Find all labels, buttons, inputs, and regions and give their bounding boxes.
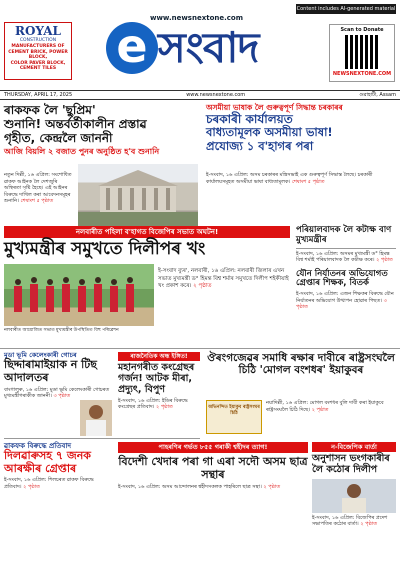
headline: মহানগৰীত কংগ্ৰেছৰ গৰ্জন! আটক মীৰা, প্ৰদ্যুৎ, বিপুণ [118, 362, 195, 395]
body-text: ই-সংবাদ, ১৬ এপ্ৰিল: অসমৰ মুখ্যমন্ত্ৰী ড° হিমন্ত বিশ্ব শৰ্মাই পৰিয়ালবাদক লৈ কটাক্ষ কৰে। [296, 250, 390, 264]
body-text: নয়াদিল্লী, ১৬ এপ্ৰিল: মোগল বংশধৰ বুলি দাবী কৰা ইয়াকুবে ৰাষ্ট্ৰসংঘলৈ চিঠি দিছে। [266, 400, 384, 413]
logo-mark: e [106, 22, 158, 74]
subheadline: আজি বিয়লি ২ বজাত পুনৰ অনুষ্ঠিত হ'ব শুনানি [4, 147, 160, 157]
kicker: ৱাকফক বিৰুদ্ধে প্ৰতিবাদ [4, 442, 72, 450]
headline-line: ৰাকফক লৈ 'ছুপ্ৰিম' [4, 103, 96, 117]
ad-subtitle: CONSTRUCTION [19, 38, 57, 43]
headline: ছিদ্দাৰামাইয়াক ন টিছ আদালতৰ [4, 358, 97, 385]
continued-link[interactable]: ২ পৃষ্ঠাত [311, 406, 329, 413]
story-dilip-discipline[interactable] [312, 442, 396, 528]
body-text: ই-সংবাদ, ১৬ এপ্ৰিল: শিলচৰত ৱাকফ বিৰুদ্ধে প্ৰতিবাদ। [4, 477, 94, 490]
dateline [0, 90, 400, 100]
ai-notice: Content includes AI-generated material [296, 6, 396, 12]
continued-link[interactable]: ২ পৃষ্ঠাত [360, 521, 378, 528]
dateline-place: গুৱাহাটী, Assam [359, 92, 396, 98]
story-siddaramaiah[interactable] [4, 352, 112, 400]
bihu-dance-photo [4, 264, 154, 326]
scan-label: Scan to Donate [340, 27, 384, 33]
continued-link[interactable]: ২ পৃষ্ঠাত [376, 257, 393, 264]
story-body [296, 291, 396, 311]
website-url[interactable]: www.newsnextone.com [150, 14, 244, 22]
continued-link[interactable]: ৩ পৃষ্ঠাত [296, 297, 387, 311]
right-column-headline[interactable]: পৰিয়ালবাদক লৈ কটাক্ষ বাণ মুখ্যমন্ত্ৰীৰ [296, 226, 396, 249]
story-body [296, 251, 396, 264]
story-body [206, 172, 396, 185]
issue-date: THURSDAY, APRIL 17, 2025 [4, 92, 73, 98]
headline-line: চৰকাৰী কাৰ্যালয়ত [206, 111, 293, 126]
donate-qr-box[interactable] [329, 24, 395, 82]
banner-headline[interactable]: মুখ্যমন্ত্ৰীৰ সমুখতে দিলীপৰ খং [4, 239, 206, 259]
headline: দিলৱাৰুসহ ৭ জনক আৰক্ষীৰ গ্ৰেপ্তাৰ [4, 449, 91, 475]
right-column-headline[interactable]: যৌন নিৰ্যাতনৰ অভিযোগত গ্ৰেপ্তাৰ শিক্ষক, বিতৰ্ক [296, 268, 388, 289]
dilip-photo [312, 479, 396, 513]
divider [0, 348, 400, 349]
ad-line: CEMENT TILES [19, 66, 57, 71]
ad-line: CEMENT BRICK, POWER BLOCK, [8, 49, 68, 60]
kicker: অসমীয়া ভাষাক লৈ গুৰুত্বপূৰ্ণ সিদ্ধান্ত চৰকাৰৰ [206, 103, 343, 112]
divider [4, 438, 200, 439]
body-text: ই-সংবাদ, ১৬ এপ্ৰিল: ইডিৰ বিৰুদ্ধে কংগ্ৰেছৰ প্ৰতিবাদ। [118, 397, 188, 411]
headline: ঔৰংগজেৱৰ সমাধি ৰক্ষাৰ দাবীৰে ৰাষ্ট্ৰসংঘলৈ চিঠি 'মোগল বংশধৰ' ইয়াকুবৰ [207, 352, 395, 377]
story-body [118, 398, 200, 411]
story-body [4, 477, 112, 490]
headline-line: শুনানি! অন্তৰ্বৰ্তীকালীন প্ৰস্তাৱ [4, 116, 147, 131]
kicker-strip: পাহৰণিৰ গৰ্ভত ৮৫৫ গৰাকী শ্বহীদৰ ত্যাগ! [118, 442, 308, 453]
continued-link[interactable]: ৩ পৃষ্ঠাত [53, 393, 71, 400]
story-body [118, 484, 308, 491]
body-text: ই-সংবাদ, ১৬ এপ্ৰিল: অসম চৰকাৰৰ মন্ত্ৰিসভাই এক গুৰুত্বপূৰ্ণ সিদ্ধান্ত লৈছে। চৰকাৰী কাৰ্যালয়সমূহত অসমীয়া ভাষা বাধ্যতামূলক। [206, 172, 373, 185]
ad-line: MANUFACTURERS OF [11, 44, 65, 49]
story-body [4, 172, 74, 205]
story-assamese-language[interactable] [206, 104, 396, 153]
story-waqf[interactable] [4, 104, 200, 157]
headline: বিদেশী খেদাৰ পৰা গা এৰা সদৌ অসম ছাত্ৰ সন্থাৰ [118, 455, 308, 481]
continued-link[interactable]: শেষাংশ ৫ পৃষ্ঠাত [291, 178, 325, 185]
dateline-url[interactable]: www.newsnextone.com [186, 92, 246, 98]
supreme-court-photo [78, 164, 198, 226]
ad-line: COLOR PAVER BLOCK, [10, 60, 66, 66]
story-aurangzeb[interactable] [206, 352, 396, 376]
logo-wordmark: সংবাদ [158, 23, 259, 72]
headline-line: গৃহীত, কেন্দ্ৰলৈ জাননী [4, 130, 113, 145]
continued-link[interactable]: ২ পৃষ্ঠাত [263, 484, 281, 491]
logo-badge: অভিনন্দিত ইয়াকুব ৰাষ্ট্ৰসংঘৰ চিঠি [206, 400, 262, 434]
story-body [266, 400, 396, 413]
body-text: ই-সংবাদ ব্যুৰ', নলবাৰী, ১৬ এপ্ৰিল: নলবাৰী জিলাৰ এখন সভাত মুখ্যমন্ত্ৰী ড° হিমন্ত বিশ্ব শৰ্মাৰ সমুখতে দিলীপ শইকীয়াই খং প্ৰকাশ কৰে। [158, 268, 289, 289]
story-aasu[interactable] [118, 456, 308, 491]
story-dilwar-arrest[interactable] [4, 442, 112, 490]
story-body [4, 387, 112, 400]
story-congress-protest[interactable] [118, 352, 200, 411]
right-column [296, 226, 396, 311]
ad-title: ROYAL [15, 24, 61, 38]
continued-link[interactable]: ২ পৃষ্ঠাত [193, 283, 212, 289]
kicker-strip: ন-বিজেপিক বাৰ্তা [312, 442, 396, 452]
breaking-strip: নলবাৰীত পহিলা ব'হাগত বিজেপিৰ সভাত অঘটন! [4, 226, 290, 238]
banner-story-body [158, 268, 292, 291]
body-text: ই-সংবাদ, ১৬ এপ্ৰিল: বিজেপিৰ প্ৰদেশ সভাপতিৰ কঠোৰ বাৰ্তা। [312, 514, 388, 528]
body-text: বাংগালুৰু, ১৬ এপ্ৰিল: মুডা ভূমি কেলেংকাৰী গোচৰত মুখ্যমন্ত্ৰীগৰাকীক জাননী। [4, 386, 110, 400]
kicker-strip: ৰাজনৈতিক অন্ধ ইঙ্গিত! [118, 352, 200, 361]
continued-link[interactable]: ২ পৃষ্ঠাত [156, 404, 173, 411]
qr-code-icon[interactable] [345, 35, 379, 69]
advertisement-box[interactable] [4, 22, 72, 80]
scan-site: NEWSNEXTONE.COM [332, 71, 392, 77]
portrait-photo [80, 400, 112, 436]
body-text: নতুন দিল্লী, ১৬ এপ্ৰিল: সংশোধিত ৱাকফ আইনক লৈ দেশজুৰি অস্থিৰতা সৃষ্টি হৈছে। এই আইনৰ বিৰুদ্ধে দাখিল কৰা আবেদনসমূহৰ শুনানি। [4, 172, 72, 204]
photo-caption: নলবাৰীত আয়োজিত সভাত মুখ্যমন্ত্ৰীৰ উপস্থিতিত বিহু পৰিৱেশন [4, 328, 119, 333]
headline-line: প্ৰযোজ্য ১ ব'হাগৰ পৰা [206, 138, 314, 153]
masthead [0, 0, 400, 88]
continued-link[interactable]: ২ পৃষ্ঠাত [23, 483, 40, 490]
continued-link[interactable]: শেষাংশ ৫ পৃষ্ঠাত [20, 198, 54, 204]
body-text: ই-সংবাদ, ১৬ এপ্ৰিল: অসম আন্দোলনৰ শ্বহীদসকলক পাহৰিলে ছাত্ৰ সন্থা। [118, 484, 262, 491]
headline: অনুশাসন ভংগকাৰীৰ লৈ কঠোৰ দিলীপ [312, 453, 390, 475]
body-text: ই-সংবাদ, ১৬ এপ্ৰিল: এজন শিক্ষকৰ বিৰুদ্ধে যৌন নিৰ্যাতনৰ অভিযোগ উত্থাপন হোৱাৰ পিছত। [296, 291, 394, 304]
story-body [312, 515, 396, 528]
kicker: মুডা ভূমি কেলেংকাৰী গোচৰ [4, 351, 77, 359]
headline-line: বাধ্যতামূলক অসমীয়া ভাষা! [206, 125, 333, 140]
